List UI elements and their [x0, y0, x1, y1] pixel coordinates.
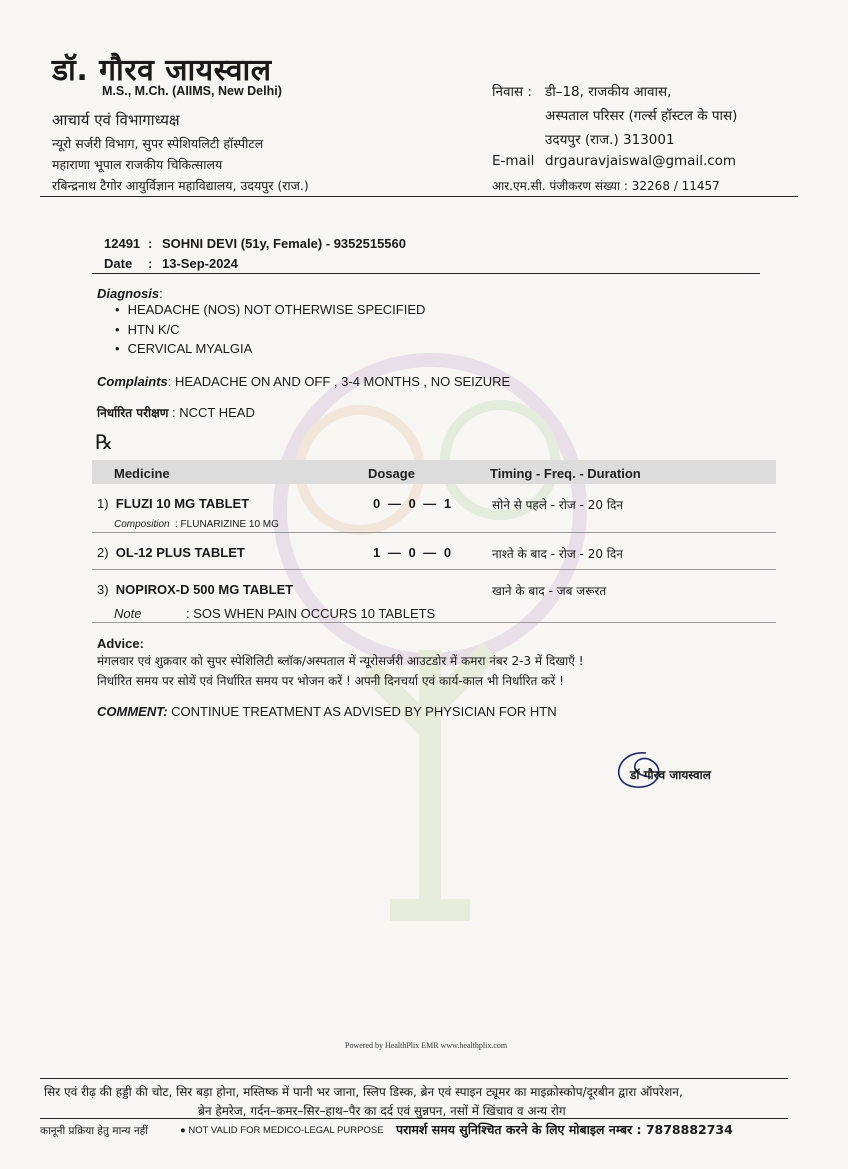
advice-line-2: निर्धारित समय पर सोयें एवं निर्धारित समय पर भोजन करें ! अपनी दिनचर्या एवं कार्य-काल भी निर्धारित करें !: [97, 674, 564, 688]
signature-name: डॉ गौरव जायस्वाल: [630, 768, 711, 782]
complaints-label: Complaints: [97, 374, 168, 389]
medicine-timing: सोने से पहले - रोज - 20 दिन: [492, 498, 624, 512]
comment-label: COMMENT:: [97, 704, 168, 719]
residence-label: निवास :: [492, 84, 532, 100]
services-line-1: सिर एवं रीढ़ की हड्डी की चोट, सिर बड़ा होना, मस्तिष्क में पानी भर जाना, स्लिप डिस्क, ब्रेन एवं स्पाइन ट्यूमर का माइक्रोस्कोप/दूरबीन द्वारा ऑपरेशन,: [44, 1085, 683, 1099]
medicine-name: OL-12 PLUS TABLET: [115, 545, 245, 560]
row-divider: [92, 622, 776, 623]
legal-note-english: ● NOT VALID FOR MEDICO-LEGAL PURPOSE: [180, 1125, 384, 1136]
registration-number: आर.एम.सी. पंजीकरण संख्या : 32268 / 11457: [492, 179, 720, 193]
email: drgauravjaiswal@gmail.com: [545, 153, 737, 169]
note-label: Note: [114, 606, 142, 621]
medicine-timing: नाश्ते के बाद - रोज - 20 दिन: [492, 547, 623, 561]
medicine-timing: खाने के बाद - जब जरूरत: [492, 584, 607, 598]
header-timing: Timing - Freq. - Duration: [490, 466, 641, 481]
residence-line-3: उदयपुर (राज.) 313001: [545, 132, 675, 148]
header-medicine: Medicine: [114, 466, 170, 481]
medicine-name: FLUZI 10 MG TABLET: [115, 496, 250, 511]
composition-text: : FLUNARIZINE 10 MG: [175, 519, 279, 530]
diagnosis-item: • CERVICAL MYALGIA: [115, 339, 425, 359]
rx-symbol: ℞: [95, 430, 113, 454]
medicine-table-header: [92, 460, 776, 484]
patient-info: SOHNI DEVI (51y, Female) - 9352515560: [162, 236, 406, 251]
tree-watermark: [190, 350, 670, 950]
medicine-row-3: 3) NOPIROX-D 500 MG TABLET: [97, 582, 294, 597]
email-label: E-mail: [492, 153, 535, 169]
residence-line-2: अस्पताल परिसर (गर्ल्स हॉस्टल के पास): [545, 108, 738, 124]
diagnosis-item: • HTN K/C: [115, 320, 425, 340]
residence-line-1: डी–18, राजकीय आवास,: [545, 84, 672, 100]
row-divider: [92, 569, 776, 570]
dept-line-3: रबिन्द्रनाथ टैगोर आयुर्विज्ञान महाविद्यालय, उदयपुर (राज.): [52, 178, 309, 193]
header-dosage: Dosage: [368, 466, 415, 481]
diagnosis-item: • HEADACHE (NOS) NOT OTHERWISE SPECIFIED: [115, 300, 425, 320]
medicine-dose: 1 — 0 — 0: [373, 545, 454, 560]
medicine-dose: 0 — 0 — 1: [373, 496, 454, 511]
doctor-name: डॉ. गौरव जायस्वाल: [52, 53, 272, 88]
advice-line-1: मंगलवार एवं शुक्रवार को सुपर स्पेशिलिटी ब्लॉक/अस्पताल में न्यूरोसर्जरी आउटडोर में कमरा नंबर 2-3 में दिखाएँ !: [97, 654, 584, 668]
appointment-number: परामर्श समय सुनिश्चित करने के लिए मोबाइल नम्बर : 7878882734: [396, 1122, 733, 1137]
diagnosis-list: [115, 300, 425, 359]
advice-heading: Advice:: [97, 636, 144, 651]
services-line-2: ब्रेन हेमरेज, गर्दन–कमर–सिर–हाथ–पैर का दर्द एवं सुन्नपन, नसों में खिंचाव व अन्य रोग: [198, 1104, 566, 1118]
footer-divider-bottom: [40, 1118, 788, 1119]
date-label: Date: [104, 256, 133, 271]
medicine-name: NOPIROX-D 500 MG TABLET: [115, 582, 294, 597]
tests-label: निर्धारित परीक्षण: [97, 406, 169, 420]
complaints: [97, 374, 510, 389]
diagnosis-heading: Diagnosis:: [97, 286, 163, 301]
note-text: : SOS WHEN PAIN OCCURS 10 TABLETS: [186, 606, 436, 621]
visit-date: 13-Sep-2024: [162, 256, 238, 271]
date-row: Date : 13-Sep-2024: [104, 256, 238, 271]
composition-label: Composition: [114, 519, 170, 530]
legal-note-hindi: कानूनी प्रक्रिया हेतु मान्य नहीं: [40, 1125, 148, 1137]
footer-divider-top: [40, 1078, 788, 1079]
dept-line-2: महाराणा भूपाल राजकीय चिकित्सालय: [52, 157, 223, 172]
comment-text: CONTINUE TREATMENT AS ADVISED BY PHYSICIAN FOR HTN: [167, 704, 557, 719]
comment: [97, 704, 557, 719]
patient-divider: [92, 273, 760, 274]
row-divider: [92, 532, 776, 533]
header-divider: [40, 196, 798, 197]
powered-by: Powered by HealthPlix EMR www.healthplix.com: [345, 1041, 508, 1050]
complaints-text: : HEADACHE ON AND OFF , 3-4 MONTHS , NO SEIZURE: [167, 374, 511, 389]
doctor-title: आचार्य एवं विभागाध्यक्ष: [52, 111, 180, 129]
medicine-row-1: 1) FLUZI 10 MG TABLET: [97, 496, 250, 511]
patient-row: 12491 : SOHNI DEVI (51y, Female) - 9352515560: [104, 236, 406, 251]
tests: [97, 404, 255, 421]
patient-id: 12491: [104, 236, 141, 251]
tests-text: : NCCT HEAD: [172, 405, 255, 420]
doctor-qualifications: M.S., M.Ch. (AIIMS, New Delhi): [102, 84, 282, 98]
dept-line-1: न्यूरो सर्जरी विभाग, सुपर स्पेशियलिटी हॉस्पीटल: [52, 136, 264, 151]
medicine-row-2: 2) OL-12 PLUS TABLET: [97, 545, 245, 560]
